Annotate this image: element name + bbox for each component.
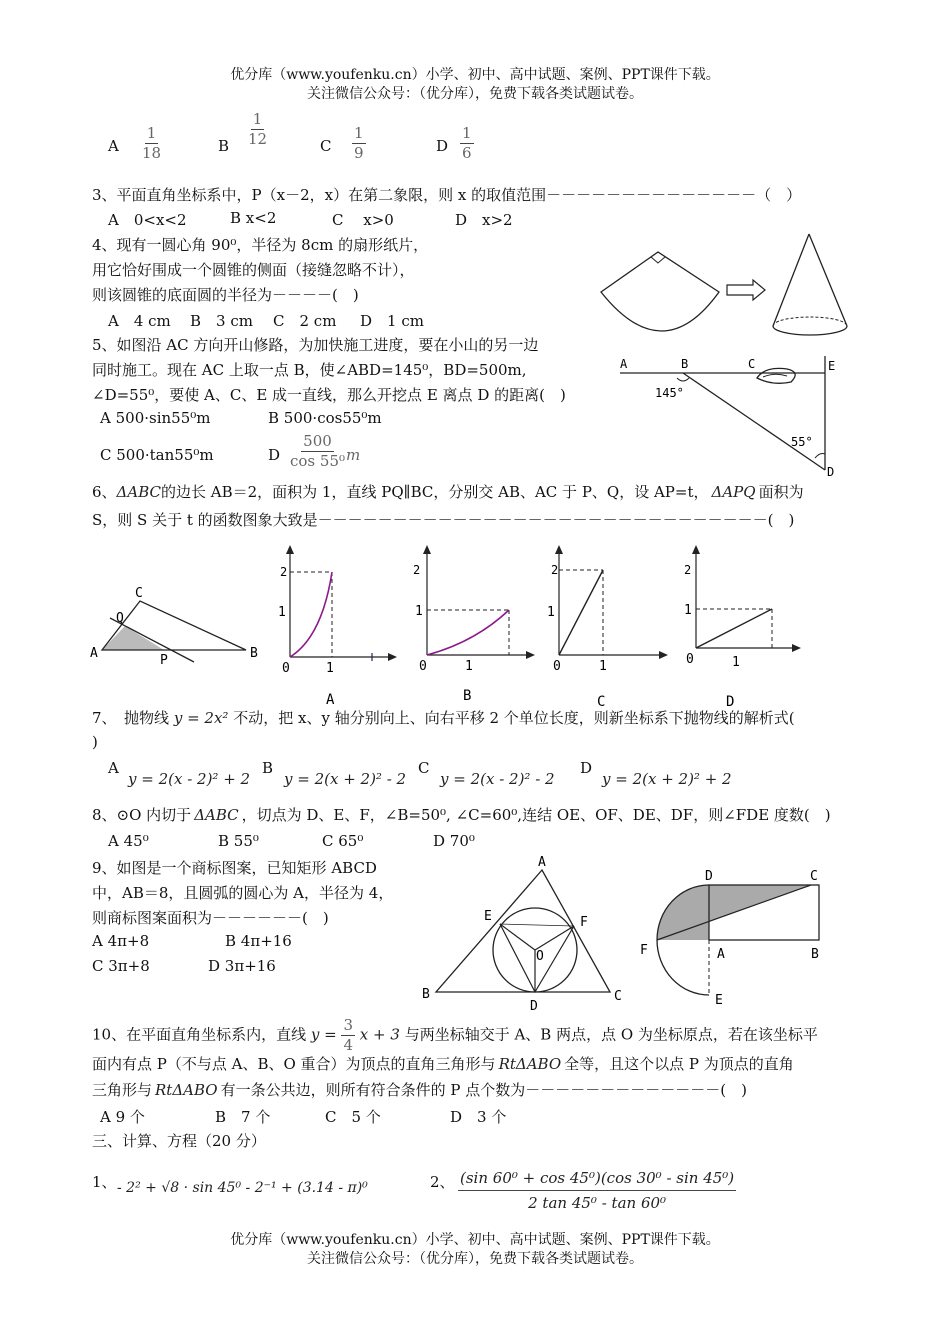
q6-triangle-figure [88, 580, 268, 665]
graph-b-label: B [463, 688, 472, 704]
curve-a [290, 572, 332, 657]
fig8-label-b: B [422, 987, 430, 1002]
q5-option-b: B 500·cos55⁰m [268, 409, 382, 427]
q6-line-1 [92, 481, 804, 502]
graph-c-y1: 1 [547, 605, 555, 620]
q10-line-1 [92, 1016, 818, 1055]
q8-option-d: D 70⁰ [433, 832, 475, 850]
graph-c-origin: 0 [553, 659, 561, 674]
label-a: A [620, 357, 628, 371]
label-c: C [748, 357, 756, 371]
q2-option-d-label: D [436, 137, 449, 155]
q8-option-b: B 55⁰ [218, 832, 259, 850]
graph-b-x1: 1 [465, 659, 473, 674]
fig8-label-c: C [614, 989, 622, 1004]
q10-l2-post: 全等，且这个以点 P 为顶点的直角 [564, 1055, 794, 1073]
q5-d-denominator: cos 55⁰ [290, 452, 345, 470]
header-line-1: 优分库（www.youfenku.cn）小学、初中、高中试题、案例、PPT课件下载。 [230, 67, 720, 83]
fig9-label-f: F [640, 943, 648, 958]
q2-d-denominator: 6 [462, 144, 472, 162]
graph-a-origin: 0 [282, 661, 290, 676]
q2-option-c-fraction [352, 124, 366, 163]
q9-line-3: 则商标图案面积为－－－－－－( ) [92, 909, 329, 927]
q2-c-denominator: 9 [354, 144, 364, 162]
header-line-2: 关注微信公众号：（优分库），免费下载各类试题试卷。 [307, 86, 643, 102]
shaded-quarter [657, 885, 709, 940]
q7-option-a-expr: y = 2(x - 2)² + 2 [128, 770, 251, 788]
q5-line-1: 5、如图沿 AC 方向开山修路，为加快施工进度，要在小山的另一边 [92, 336, 539, 354]
q10-l3-post: 有一条公共边，则所有符合条件的 P 点个数为－－－－－－－－－－－－－( ) [220, 1081, 747, 1099]
q4-option-d: D 1 cm [360, 312, 424, 330]
q10-numerator: 3 [343, 1016, 354, 1034]
q6-prefix: 6、 [92, 483, 117, 501]
cone-base-front [773, 326, 847, 335]
q10-line-3 [92, 1079, 747, 1100]
graph-d-origin: 0 [686, 652, 694, 667]
triangle-abc [436, 870, 610, 992]
q6-line-2: S，则 S 关于 t 的函数图象大致是－－－－－－－－－－－－－－－－－－－－－－－－－－－－－－( ) [92, 511, 795, 529]
q2-b-denominator: 12 [248, 130, 268, 148]
q3-option-c: C x>0 [332, 211, 394, 229]
q6-graph-c [545, 542, 675, 712]
tri-label-a: A [90, 646, 98, 661]
label-d: D [827, 465, 835, 479]
graph-d-y2: 2 [684, 563, 692, 577]
fig9-label-a: A [717, 947, 725, 962]
tri-label-q: Q [116, 611, 124, 626]
q6-graph-d [678, 542, 808, 712]
q2-option-d-fraction [460, 124, 474, 163]
q7-option-d-label: D [580, 759, 593, 777]
q4-option-c: C 2 cm [273, 312, 337, 330]
graph-d-label: D [726, 694, 735, 710]
calc-2-numerator: (sin 60⁰ + cos 45⁰)(cos 30⁰ - sin 45⁰) [458, 1166, 736, 1191]
graph-d-x1: 1 [732, 655, 740, 670]
segment-d [696, 609, 772, 648]
q9-line-1: 9、如图是一个商标图案，已知矩形 ABCD [92, 859, 377, 877]
fig9-label-e: E [715, 993, 723, 1008]
q4-sector-cone-figure [595, 230, 865, 350]
graph-a-y2: 2 [280, 565, 288, 579]
q10-prefix: 10、在平面直角坐标系内，直线 [92, 1025, 307, 1044]
fig8-label-o: O [536, 949, 544, 964]
q9-option-c: C 3π+8 [92, 957, 150, 975]
q10-option-a: A 9 个 [100, 1108, 145, 1126]
q7-expression: y = 2x² [173, 709, 229, 727]
fig8-label-d: D [530, 999, 538, 1014]
q6-triangle-apq: ΔAPQ [711, 483, 756, 501]
q2-b-numerator: 1 [252, 110, 263, 128]
q5-option-c: C 500·tan55⁰m [100, 446, 214, 464]
q3-option-a: A 0<x<2 [108, 211, 187, 229]
q4-line-1: 4、现有一圆心角 90⁰，半径为 8cm 的扇形纸片， [92, 236, 429, 254]
footer-line-1: 优分库（www.youfenku.cn）小学、初中、高中试题、案例、PPT课件下载。 [230, 1232, 720, 1248]
q7-option-b-label: B [262, 759, 274, 777]
q3-stem: 3、平面直角坐标系中，P（x－2，x）在第二象限，则 x 的取值范围－－－－－－－－－－－－－－（ ） [92, 186, 802, 204]
q2-c-numerator: 1 [354, 124, 364, 142]
q6-post: 面积为 [758, 483, 804, 501]
q10-option-c: C 5 个 [325, 1108, 381, 1126]
q2-a-numerator: 1 [146, 124, 157, 142]
graph-c-x1: 1 [599, 659, 607, 674]
q10-option-b: B 7 个 [215, 1108, 271, 1126]
q7-option-d-expr: y = 2(x + 2)² + 2 [602, 770, 732, 788]
q9-line-2: 中，AB＝8，且圆弧的圆心为 A，半径为 4， [92, 884, 394, 902]
q10-y: y = [310, 1025, 337, 1044]
q10-l3-pre: 三角形与 [92, 1081, 153, 1099]
q8-incircle-figure [420, 852, 630, 1017]
q2-option-b-fraction [246, 110, 269, 149]
q8-stem [92, 804, 831, 825]
q10-l2-pre: 面内有点 P（不与点 A、B、O 重合）为顶点的直角三角形与 [92, 1055, 496, 1073]
cone-sides [773, 234, 847, 326]
label-e: E [828, 359, 836, 373]
hill-shape [757, 368, 795, 383]
fig8-label-f: F [580, 915, 588, 930]
q3-option-d: D x>2 [455, 211, 513, 229]
graph-b-y1: 1 [415, 604, 423, 619]
q10-option-d: D 3 个 [450, 1108, 507, 1126]
graph-a-label: A [326, 692, 335, 707]
q10-rt-2: RtΔABO [155, 1081, 218, 1099]
q8-triangle-abc: ΔABC [194, 806, 239, 824]
q5-option-d-label: D [268, 446, 281, 464]
graph-a-y1: 1 [278, 605, 286, 620]
line-bd [683, 373, 825, 470]
q4-option-b: B 3 cm [190, 312, 253, 330]
q5-line-2: 同时施工。现在 AC 上取一点 B，使∠ABD=145⁰，BD=500m, [92, 361, 527, 379]
calc-2-denominator: 2 tan 45⁰ - tan 60⁰ [528, 1194, 667, 1212]
hill-inner [763, 374, 787, 377]
graph-b-y2: 2 [413, 563, 421, 577]
q5-option-a: A 500·sin55⁰m [100, 409, 211, 427]
q2-option-b-label: B [218, 137, 230, 155]
fig9-label-c: C [810, 869, 818, 884]
q3-option-b: B x<2 [230, 209, 277, 227]
q5-road-figure [615, 352, 850, 480]
q7-post: 不动，把 x、y 轴分别向上、向右平移 2 个单位长度，则新坐标系下抛物线的解析式( [233, 709, 795, 727]
graph-c-y2: 2 [551, 563, 559, 577]
q5-option-d-fraction [288, 432, 347, 471]
calc-2-fraction [458, 1166, 736, 1215]
q8-option-a: A 45⁰ [108, 832, 149, 850]
q7-option-a-label: A [108, 759, 119, 777]
calc-1-label: 1、 [92, 1173, 117, 1191]
segment-c [559, 570, 603, 655]
q6-triangle-abc: ΔABC [116, 483, 161, 501]
q7-option-c-expr: y = 2(x - 2)² - 2 [440, 770, 555, 788]
q7-option-c-label: C [418, 759, 430, 777]
q6-graph-b [405, 542, 540, 707]
q5-line-3: ∠D=55⁰，要使 A、C、E 成一直线，那么开挖点 E 离点 D 的距离( ) [92, 386, 566, 404]
q4-line-2: 用它恰好围成一个圆锥的侧面（接缝忽略不计）， [92, 261, 415, 279]
right-angle-mark [651, 257, 665, 263]
fig8-label-e: E [484, 909, 492, 924]
q8-prefix: 8、⊙O 内切于 [92, 806, 192, 824]
arrow-right-icon [727, 280, 765, 300]
tri-label-c: C [135, 586, 143, 601]
q10-xpart: x + 3 [359, 1025, 400, 1044]
section-3-title: 三、计算、方程（20 分） [92, 1132, 266, 1150]
q8-post: ，切点为 D、E、F，∠B=50⁰, ∠C=60⁰,连结 OE、OF、DE、DF，则∠FDE 度数( ) [241, 806, 831, 824]
q7-option-b-expr: y = 2(x + 2)² - 2 [284, 770, 407, 788]
q10-rt-1: RtΔABO [498, 1055, 562, 1073]
q2-d-numerator: 1 [462, 124, 472, 142]
q10-fraction [341, 1016, 355, 1055]
q10-line-2 [92, 1053, 794, 1074]
angle-55-arc [815, 454, 825, 459]
fig9-label-b: B [811, 947, 819, 962]
tri-label-p: P [160, 653, 168, 665]
q8-option-c: C 65⁰ [322, 832, 364, 850]
q2-a-denominator: 18 [142, 144, 162, 162]
q10-post: 与两坐标轴交于 A、B 两点，点 O 为坐标原点，若在该坐标平 [404, 1025, 818, 1044]
footer-line-2: 关注微信公众号：（优分库），免费下载各类试题试卷。 [307, 1251, 643, 1267]
graph-d-y1: 1 [684, 603, 692, 618]
q9-logo-figure [635, 862, 835, 1012]
label-angle-55: 55° [791, 435, 813, 449]
sector-shape [601, 252, 719, 331]
q2-option-a-fraction [140, 124, 163, 163]
label-angle-145: 145° [655, 386, 684, 400]
graph-a-x1: 1 [326, 661, 334, 676]
tri-label-b: B [250, 646, 258, 661]
q7-line-2: ) [92, 733, 98, 751]
q9-option-a: A 4π+8 [92, 932, 150, 950]
q9-option-d: D 3π+16 [208, 957, 276, 975]
graph-c-label: C [597, 694, 606, 710]
q6-mid: 的边长 AB＝2，面积为 1，直线 PQ∥BC，分别交 AB、AC 于 P、Q，设 AP=t， [161, 483, 709, 501]
calc-1-expression: - 2² + √8 · sin 45⁰ - 2⁻¹ + (3.14 - π)⁰ [117, 1180, 368, 1196]
q5-option-d-unit: m [346, 446, 361, 464]
q10-denominator: 4 [343, 1036, 354, 1054]
graph-b-origin: 0 [419, 659, 427, 674]
angle-145-arc [677, 378, 689, 381]
q2-option-c-label: C [320, 137, 332, 155]
cone-base-back [773, 317, 847, 326]
calc-2-label: 2、 [430, 1173, 455, 1191]
q5-d-numerator: 500 [303, 432, 332, 450]
q6-graph-a [272, 542, 402, 707]
fig8-label-a: A [538, 855, 546, 870]
fig9-label-d: D [705, 869, 713, 884]
q2-option-a-label: A [108, 137, 119, 155]
q9-option-b: B 4π+16 [225, 932, 292, 950]
label-b: B [681, 357, 689, 371]
curve-b [427, 610, 509, 655]
q4-option-a: A 4 cm [108, 312, 171, 330]
q4-line-3: 则该圆锥的底面圆的半径为－－－－( ) [92, 286, 359, 304]
q7-prefix: 7、 抛物线 [92, 709, 170, 727]
q7-line-1 [92, 707, 795, 728]
